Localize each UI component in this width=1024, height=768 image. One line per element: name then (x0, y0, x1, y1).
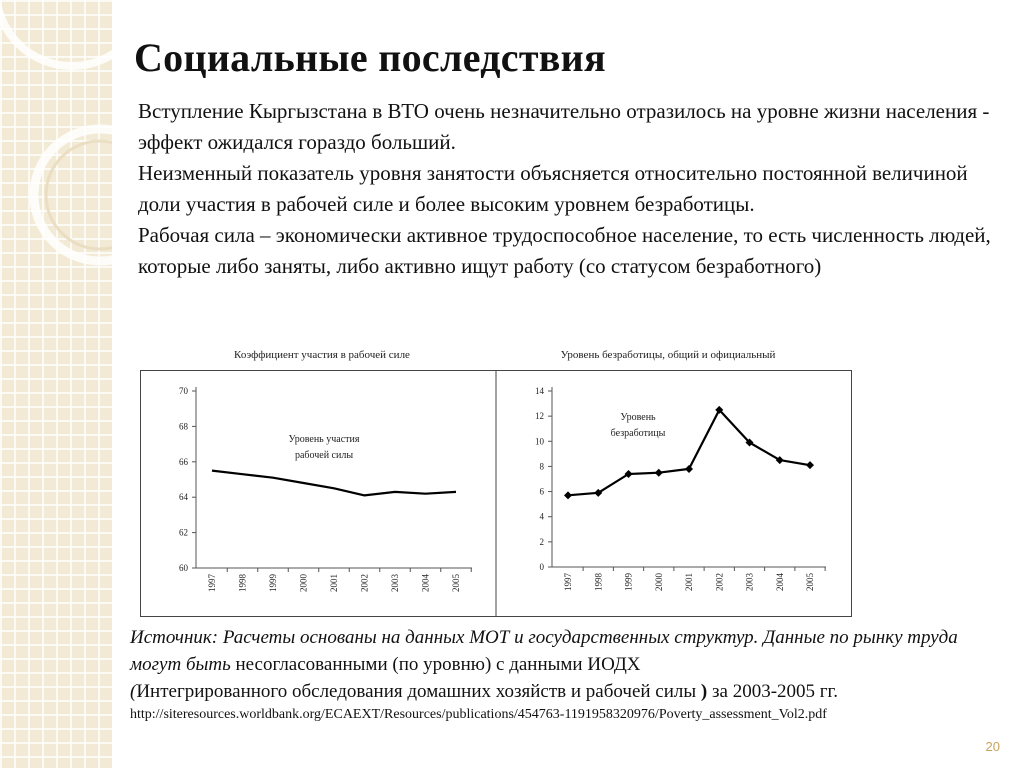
y-tick-label: 8 (539, 461, 544, 472)
y-tick-label: 68 (179, 421, 188, 432)
series-line (568, 410, 810, 495)
source-normal-3: за 2003-2005 гг. (707, 681, 838, 702)
x-tick-label: 1997 (207, 574, 217, 592)
chart-2-plot (535, 386, 826, 591)
paragraph: Вступление Кыргызстана в ВТО очень незначительно отразилось на уровне жизни населения - эффект ожидался гораздо больший. (138, 99, 990, 154)
source-paren-open: ( (130, 681, 137, 702)
y-tick-label: 60 (179, 563, 188, 573)
source-normal-2: Интегрированного обследования домашних хозяйств и рабочей силы (136, 681, 701, 702)
chart-1-title: Коэффициент участия в рабочей силе (234, 349, 410, 361)
y-tick-label: 0 (539, 562, 544, 572)
x-tick-label: 2003 (390, 574, 400, 592)
x-tick-label: 2004 (420, 574, 431, 592)
chart-annotation: Уровень участия (288, 434, 360, 445)
decorative-rings (0, 0, 112, 768)
x-tick-label: 2002 (714, 573, 725, 591)
y-tick-label: 10 (535, 436, 544, 447)
paragraph: Рабочая сила – экономически активное трудоспособное население, то есть численность людей, которые либо заняты, либо активно ищут работу (со статусом безработного) (138, 223, 991, 278)
data-point (564, 491, 572, 499)
chart-annotation: рабочей силы (294, 450, 354, 461)
x-tick-label: 2003 (744, 573, 755, 591)
data-point (655, 469, 663, 477)
chart-annotation: Уровень (620, 412, 656, 423)
y-tick-label: 2 (539, 536, 544, 547)
y-tick-label: 14 (535, 386, 544, 396)
decorative-side-strip (0, 0, 112, 768)
x-tick-label: 2005 (805, 573, 815, 591)
paragraph: Неизменный показатель уровня занятости объясняется относительно постоянной величиной доли участия в рабочей силе и более высоким уровнем безработицы. (138, 161, 968, 216)
source-paren-close: ) (700, 681, 708, 702)
x-tick-label: 2000 (298, 574, 309, 592)
x-tick-label: 1997 (563, 573, 573, 591)
x-tick-label: 1999 (268, 574, 278, 592)
source-normal-1: несогласованными (по уровню) с данными ИОДХ (230, 654, 641, 675)
source-note (130, 624, 1005, 725)
body-text (138, 96, 1008, 282)
chart-2-title: Уровень безработицы, общий и официальный (560, 349, 776, 361)
y-tick-label: 6 (539, 486, 544, 497)
x-tick-label: 2004 (774, 573, 785, 591)
chart-annotation: безработицы (610, 428, 666, 439)
y-tick-label: 66 (179, 456, 188, 467)
page-title: Социальные последствия (134, 35, 606, 80)
y-tick-label: 62 (179, 527, 188, 538)
x-tick-label: 1998 (593, 573, 604, 591)
charts-figure (140, 342, 852, 620)
y-tick-label: 64 (179, 492, 188, 503)
x-tick-label: 2005 (451, 574, 461, 592)
x-tick-label: 2001 (329, 574, 339, 592)
data-point (806, 461, 814, 469)
page-number: 20 (985, 739, 1000, 754)
y-tick-label: 12 (535, 411, 544, 422)
y-tick-label: 4 (539, 511, 544, 522)
series-line (212, 471, 456, 496)
x-tick-label: 2002 (359, 574, 370, 592)
source-url: http://siteresources.worldbank.org/ECAEXT/Resources/publications/454763-1191958320976/Poverty_assessment_Vol2.pdf (130, 707, 827, 722)
data-point (685, 465, 693, 473)
charts-svg (140, 342, 852, 620)
x-tick-label: 1999 (623, 573, 634, 591)
y-tick-label: 70 (179, 386, 188, 396)
source-italic: Источник: Расчеты основаны на данных МОТ и государственных структур. Данные по рынку труда могут быть (130, 627, 958, 675)
x-tick-label: 1998 (237, 574, 248, 592)
chart-1-plot (179, 386, 472, 592)
x-tick-label: 2000 (653, 573, 664, 591)
source-text (130, 624, 1005, 705)
x-tick-label: 2001 (684, 573, 694, 591)
